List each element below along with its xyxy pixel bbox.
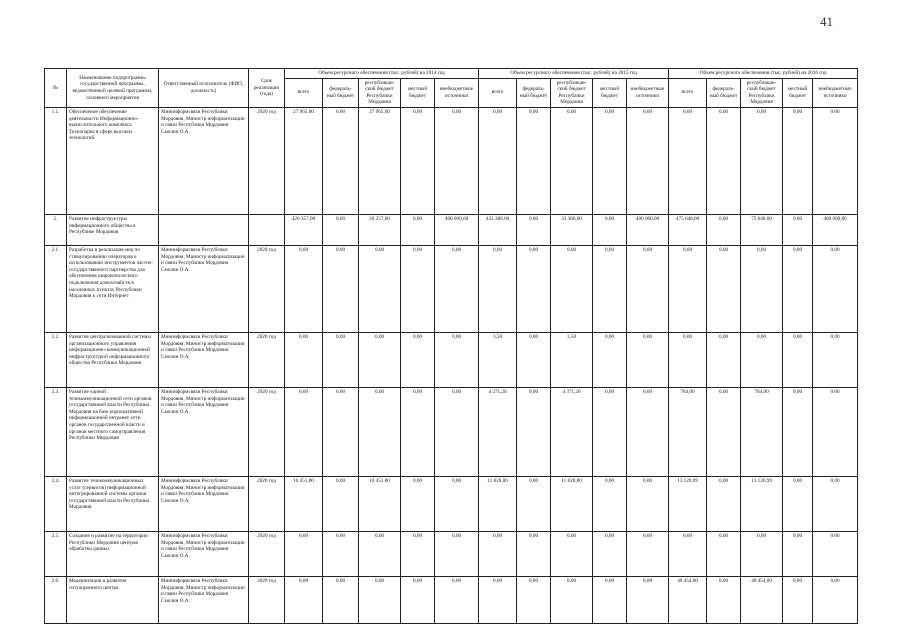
header-2016-local: местный бюджет <box>783 78 813 107</box>
header-2016-offbudget: внебюджетные источники <box>813 78 858 107</box>
row-value-cell: 784,00 <box>669 387 707 476</box>
row-number-cell: 1.1. <box>45 107 67 214</box>
header-row-groups <box>45 69 858 79</box>
row-executor-cell: Мининформсвязи Республики Мордовия, Министр информатизации и связи Республики Мордовия Смолин О.А. <box>159 576 249 623</box>
table-row <box>45 245 858 332</box>
row-value-cell: 0,00 <box>593 107 627 214</box>
row-executor-cell <box>159 214 249 245</box>
row-value-cell: 0,00 <box>435 332 479 387</box>
row-value-cell: 0,00 <box>517 476 551 531</box>
row-value-cell: 0,00 <box>323 332 359 387</box>
row-value-cell: 0,00 <box>323 576 359 623</box>
row-number-cell: 2.6. <box>45 576 67 623</box>
row-value-cell: 0,00 <box>707 387 741 476</box>
header-2015-local: местный бюджет <box>593 78 627 107</box>
row-value-cell: 0,00 <box>285 576 323 623</box>
row-value-cell: 475 648,00 <box>669 214 707 245</box>
row-value-cell: 0,00 <box>479 245 517 332</box>
row-value-cell: 0,00 <box>707 107 741 214</box>
row-term-cell: 2020 год <box>249 245 285 332</box>
row-value-cell: 0,00 <box>401 387 435 476</box>
row-value-cell: 0,00 <box>783 476 813 531</box>
row-value-cell: 40 454,00 <box>741 576 783 623</box>
row-name-cell: Развитие телекоммуникационных услуг (сервисов) информационной интегрированной системы органов государственной власти Республики Мордовия <box>67 476 159 531</box>
row-value-cell: 75 648,00 <box>741 214 783 245</box>
row-value-cell: 0,00 <box>741 531 783 576</box>
row-value-cell: 0,00 <box>627 476 669 531</box>
table-row <box>45 107 858 214</box>
header-2015-republic: республикан-ский бюджет Республики Мордовия <box>551 78 593 107</box>
row-value-cell: 0,00 <box>285 531 323 576</box>
header-2015-offbudget: внебюджетные источники <box>627 78 669 107</box>
row-value-cell: 0,00 <box>813 476 858 531</box>
resource-table <box>44 68 858 624</box>
page-number: 41 <box>820 14 833 29</box>
row-value-cell: 400 000,00 <box>627 214 669 245</box>
row-value-cell: 0,00 <box>285 332 323 387</box>
row-value-cell: 0,00 <box>593 332 627 387</box>
row-value-cell: 0,00 <box>359 531 401 576</box>
resource-table-sheet <box>44 68 857 624</box>
row-executor-cell: Мининформсвязи Республики Мордовия, Министр информатизации и связи Республики Мордовия Смолин О.А. <box>159 107 249 214</box>
row-value-cell: 0,00 <box>401 576 435 623</box>
row-value-cell: 0,00 <box>401 332 435 387</box>
header-term: Срок реализации (года) <box>249 69 285 108</box>
row-name-cell: Разработка и реализация мер по стимулированию операторов к использованию инструментов частно-государственного партнерства для обеспечения широкополосного подключения домохозяйств в населенных пунктах Республики Мордовия к сети Интернет <box>67 245 159 332</box>
row-value-cell: 0,00 <box>359 576 401 623</box>
header-2016-total: всего <box>669 78 707 107</box>
row-name-cell: Развитие инфраструктуры информационного общества в Республике Мордовия <box>67 214 159 245</box>
row-value-cell: 0,00 <box>707 476 741 531</box>
row-value-cell: 0,00 <box>627 332 669 387</box>
row-value-cell: 0,00 <box>401 476 435 531</box>
row-name-cell: Развитие централизованной системы организационного управления информационно-коммуникационной инфраструктурой информационного общества Республики Мордовия <box>67 332 159 387</box>
row-value-cell: 3,50 <box>479 332 517 387</box>
row-value-cell: 0,00 <box>707 245 741 332</box>
row-value-cell: 10 451,80 <box>285 476 323 531</box>
row-value-cell: 0,00 <box>669 107 707 214</box>
row-value-cell: 0,00 <box>323 476 359 531</box>
row-value-cell: 0,00 <box>323 214 359 245</box>
row-value-cell: 0,00 <box>707 332 741 387</box>
row-value-cell: 0,00 <box>517 332 551 387</box>
row-value-cell: 0,00 <box>627 245 669 332</box>
row-value-cell: 0,00 <box>593 214 627 245</box>
row-value-cell: 420 357,00 <box>285 214 323 245</box>
row-number-cell: 2. <box>45 214 67 245</box>
row-value-cell: 0,00 <box>435 245 479 332</box>
row-value-cell: 0,00 <box>435 387 479 476</box>
row-executor-cell: Мининформсвязи Республики Мордовия, Министр информатизации и связи Республики Мордовия Смолин О.А. <box>159 476 249 531</box>
row-value-cell: 0,00 <box>435 531 479 576</box>
row-value-cell: 0,00 <box>783 387 813 476</box>
row-value-cell: 0,00 <box>627 387 669 476</box>
row-value-cell: 0,00 <box>401 245 435 332</box>
header-group-2016: Объем ресурсного обеспечения (тыс. рублей) на 2016 год <box>669 69 858 79</box>
row-number-cell: 2.3. <box>45 387 67 476</box>
row-term-cell: 2020 год <box>249 107 285 214</box>
row-term-cell <box>249 214 285 245</box>
row-value-cell: 0,00 <box>593 387 627 476</box>
row-value-cell: 0,00 <box>783 531 813 576</box>
header-2014-local: местный бюджет <box>401 78 435 107</box>
header-2014-total: всего <box>285 78 323 107</box>
row-value-cell: 0,00 <box>783 332 813 387</box>
row-executor-cell: Мининформсвязи Республики Мордовия, Министр информатизации и связи Республики Мордовия Смолин О.А. <box>159 531 249 576</box>
row-value-cell: 0,00 <box>551 245 593 332</box>
row-value-cell: 33 386,00 <box>551 214 593 245</box>
header-2016-federal: федераль-ный бюджет <box>707 78 741 107</box>
row-value-cell: 0,00 <box>593 245 627 332</box>
table-row <box>45 476 858 531</box>
row-value-cell: 0,00 <box>783 576 813 623</box>
row-value-cell: 4 371,20 <box>551 387 593 476</box>
row-value-cell: 0,00 <box>517 576 551 623</box>
row-name-cell: Развитие единой телекоммуникационной сети органов государственной власти Республики Мордовия на базе корпоративной информационной интранет-сети органов государственной власти и органов местного самоуправления Республики Мордовия <box>67 387 159 476</box>
row-value-cell: 0,00 <box>593 576 627 623</box>
row-value-cell: 13 120,99 <box>669 476 707 531</box>
row-value-cell: 0,00 <box>435 476 479 531</box>
row-term-cell: 2020 год <box>249 387 285 476</box>
row-value-cell: 0,00 <box>479 107 517 214</box>
row-value-cell: 0,00 <box>593 531 627 576</box>
header-name: Наименование подпрограммы государственной программы, ведомственной целевой программы, основного мероприятия <box>67 69 159 108</box>
row-value-cell: 0,00 <box>517 387 551 476</box>
row-value-cell: 0,00 <box>551 531 593 576</box>
row-number-cell: 2.1. <box>45 245 67 332</box>
row-value-cell: 0,00 <box>359 332 401 387</box>
row-value-cell: 0,00 <box>707 576 741 623</box>
row-value-cell: 400 000,00 <box>813 214 858 245</box>
row-value-cell: 0,00 <box>813 107 858 214</box>
row-value-cell: 0,00 <box>517 214 551 245</box>
row-value-cell: 0,00 <box>517 531 551 576</box>
row-value-cell: 0,00 <box>435 107 479 214</box>
row-term-cell: 2020 год <box>249 332 285 387</box>
header-2015-federal: федераль-ный бюджет <box>517 78 551 107</box>
row-value-cell: 0,00 <box>669 332 707 387</box>
header-group-2014: Объем ресурсного обеспечения (тыс. рублей) на 2014 год <box>285 69 479 79</box>
row-value-cell: 0,00 <box>323 531 359 576</box>
row-number-cell: 2.5. <box>45 531 67 576</box>
row-value-cell: 0,00 <box>551 576 593 623</box>
header-2015-total: всего <box>479 78 517 107</box>
row-value-cell: 27 965,00 <box>285 107 323 214</box>
row-value-cell: 0,00 <box>741 332 783 387</box>
row-value-cell: 0,00 <box>517 107 551 214</box>
row-executor-cell: Мининформсвязи Республики Мордовия, Министр информатизации и связи Республики Мордовия Смолин О.А. <box>159 332 249 387</box>
row-value-cell: 0,00 <box>627 576 669 623</box>
row-value-cell: 0,00 <box>323 107 359 214</box>
row-value-cell: 20 357,00 <box>359 214 401 245</box>
row-value-cell: 0,00 <box>627 531 669 576</box>
row-value-cell: 784,00 <box>741 387 783 476</box>
row-value-cell: 0,00 <box>359 387 401 476</box>
row-value-cell: 0,00 <box>813 332 858 387</box>
row-value-cell: 10 451,80 <box>359 476 401 531</box>
row-value-cell: 11 828,80 <box>479 476 517 531</box>
row-name-cell: Модернизация и развитие ситуационного центра <box>67 576 159 623</box>
row-value-cell: 0,00 <box>813 245 858 332</box>
header-2016-republic: республикан-ский бюджет Республики Мордовия <box>741 78 783 107</box>
row-name-cell: Создание и развитие на территории Республики Мордовия центров обработки данных <box>67 531 159 576</box>
row-value-cell: 4 371,20 <box>479 387 517 476</box>
row-value-cell: 0,00 <box>669 531 707 576</box>
row-executor-cell: Мининформсвязи Республики Мордовия, Министр информатизации и связи Республики Мордовия Смолин О.А. <box>159 245 249 332</box>
row-value-cell: 0,00 <box>627 107 669 214</box>
row-value-cell: 0,00 <box>479 531 517 576</box>
row-value-cell: 0,00 <box>813 531 858 576</box>
row-value-cell: 0,00 <box>551 107 593 214</box>
row-value-cell: 3,50 <box>551 332 593 387</box>
row-value-cell: 0,00 <box>517 245 551 332</box>
row-value-cell: 0,00 <box>741 245 783 332</box>
row-executor-cell: Мининформсвязи Республики Мордовия, Министр информатизации и связи Республики Мордовия Смолин О.А. <box>159 387 249 476</box>
row-value-cell: 0,00 <box>479 576 517 623</box>
row-value-cell: 13 120,99 <box>741 476 783 531</box>
row-value-cell: 0,00 <box>285 387 323 476</box>
header-no: № <box>45 69 67 108</box>
table-row <box>45 332 858 387</box>
table-row <box>45 214 858 245</box>
row-value-cell: 0,00 <box>285 245 323 332</box>
row-value-cell: 0,00 <box>669 245 707 332</box>
row-value-cell: 0,00 <box>401 107 435 214</box>
row-value-cell: 0,00 <box>707 531 741 576</box>
row-value-cell: 0,00 <box>783 245 813 332</box>
row-number-cell: 2.4. <box>45 476 67 531</box>
row-value-cell: 0,00 <box>741 107 783 214</box>
table-row <box>45 576 858 623</box>
row-value-cell: 0,00 <box>401 214 435 245</box>
table-row <box>45 387 858 476</box>
row-term-cell: 2020 год <box>249 576 285 623</box>
header-executor: Ответственный исполнитель (ФИО, должность) <box>159 69 249 108</box>
row-value-cell: 0,00 <box>323 245 359 332</box>
header-group-2015: Объем ресурсного обеспечения (тыс. рублей) на 2015 год <box>479 69 669 79</box>
row-value-cell: 0,00 <box>435 576 479 623</box>
row-value-cell: 11 828,80 <box>551 476 593 531</box>
row-value-cell: 0,00 <box>401 531 435 576</box>
row-value-cell: 0,00 <box>813 576 858 623</box>
table-row <box>45 531 858 576</box>
row-value-cell: 0,00 <box>707 214 741 245</box>
header-2014-federal: федераль-ный бюджет <box>323 78 359 107</box>
row-term-cell: 2020 год <box>249 476 285 531</box>
row-value-cell: 0,00 <box>359 245 401 332</box>
row-value-cell: 0,00 <box>783 214 813 245</box>
header-2014-republic: республикан-ский бюджет Республики Мордовия <box>359 78 401 107</box>
row-value-cell: 0,00 <box>593 476 627 531</box>
header-2014-offbudget: внебюджетные источники <box>435 78 479 107</box>
row-value-cell: 400 000,00 <box>435 214 479 245</box>
row-value-cell: 433 386,00 <box>479 214 517 245</box>
row-name-cell: Обеспечение обеспечение деятельности Информационно-вычислительного комплекса Технопарка в сфере высоких технологий <box>67 107 159 214</box>
row-value-cell: 0,00 <box>813 387 858 476</box>
row-value-cell: 40 454,00 <box>669 576 707 623</box>
row-value-cell: 0,00 <box>783 107 813 214</box>
row-value-cell: 0,00 <box>323 387 359 476</box>
row-number-cell: 2.2. <box>45 332 67 387</box>
table-body <box>45 107 858 623</box>
row-value-cell: 27 965,00 <box>359 107 401 214</box>
row-term-cell: 2020 год <box>249 531 285 576</box>
